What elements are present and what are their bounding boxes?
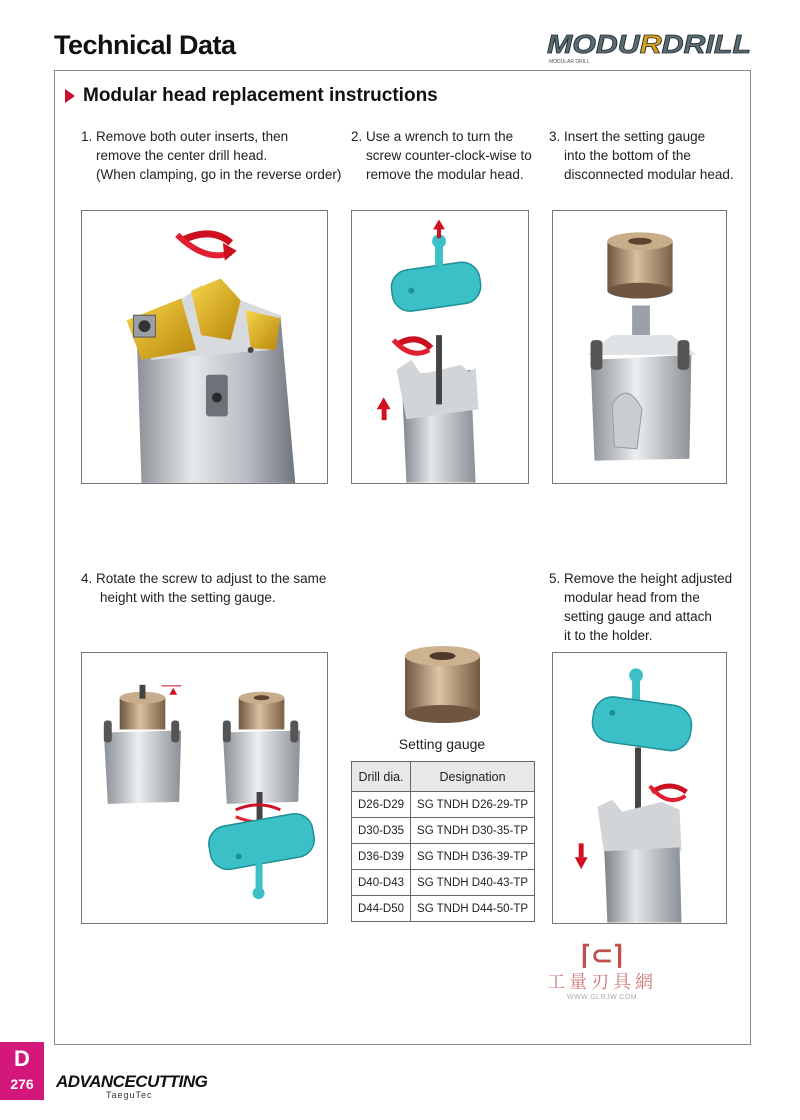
cell-drill-dia: D36-D39 [352,844,411,870]
table-row [352,870,535,896]
watermark [532,942,672,1001]
col-header-drill-dia: Drill dia. [352,762,411,792]
step-3-text: 3. Insert the setting gauge into the bottom of the disconnected modular head. [549,129,734,182]
step-3-image [552,210,727,484]
table-row [352,818,535,844]
cell-drill-dia: D44-D50 [352,896,411,922]
cell-drill-dia: D40-D43 [352,870,411,896]
advance-cutting-logo [56,1072,207,1100]
watermark-bracket-icon: ⌈⊂⌉ [580,940,624,970]
step-5-image [552,652,727,924]
setting-gauge-image [395,644,490,724]
cell-designation: SG TNDH D26-29-TP [411,792,535,818]
step-2-text: 2. Use a wrench to turn the screw counter-clock-wise to remove the modular head. [351,129,532,182]
play-triangle-icon [65,89,75,103]
modu-drill-logo [545,26,755,66]
page-title: Technical Data [54,30,236,60]
watermark-url: WWW.GLRJW.COM [566,994,638,1001]
cell-designation: SG TNDH D30-35-TP [411,818,535,844]
col-header-designation: Designation [411,762,535,792]
setting-gauge-table [351,761,535,922]
cell-designation: SG TNDH D40-43-TP [411,870,535,896]
step-5-text: 5. Remove the height adjusted modular head from the setting gauge and attach it to the holder. [549,571,733,643]
step-1-image [81,210,328,484]
footer-brand: ADVANCECUTTING [56,1072,208,1091]
cell-drill-dia: D30-D35 [352,818,411,844]
table-row [352,792,535,818]
footer-company: TaeguTec [106,1090,153,1100]
cell-designation: SG TNDH D36-39-TP [411,844,535,870]
cell-drill-dia: D26-D29 [352,792,411,818]
section-heading-text: Modular head replacement instructions [83,85,438,106]
section-letter: D [14,1046,30,1071]
step-1-text: 1. Remove both outer inserts, then remove the center drill head. (When clamping, go in the reverse order) [81,129,342,182]
step-4-image [81,652,328,924]
table-row [352,844,535,870]
table-header-row [352,762,535,792]
page-number: 276 [10,1076,34,1092]
watermark-chinese: 工量刃具網 [547,972,657,993]
table-row [352,896,535,922]
cell-designation: SG TNDH D44-50-TP [411,896,535,922]
svg-text:MODURDRILL: MODU R DRILL [547,29,739,59]
setting-gauge-label: Setting gauge [398,736,486,752]
step-2-image [351,210,529,484]
section-tab [0,1042,44,1100]
step-4-text: 4. Rotate the screw to adjust to the same height with the setting gauge. [81,571,327,605]
svg-text:MODULAR DRILL: MODULAR DRILL [549,59,590,65]
section-heading [65,85,438,107]
